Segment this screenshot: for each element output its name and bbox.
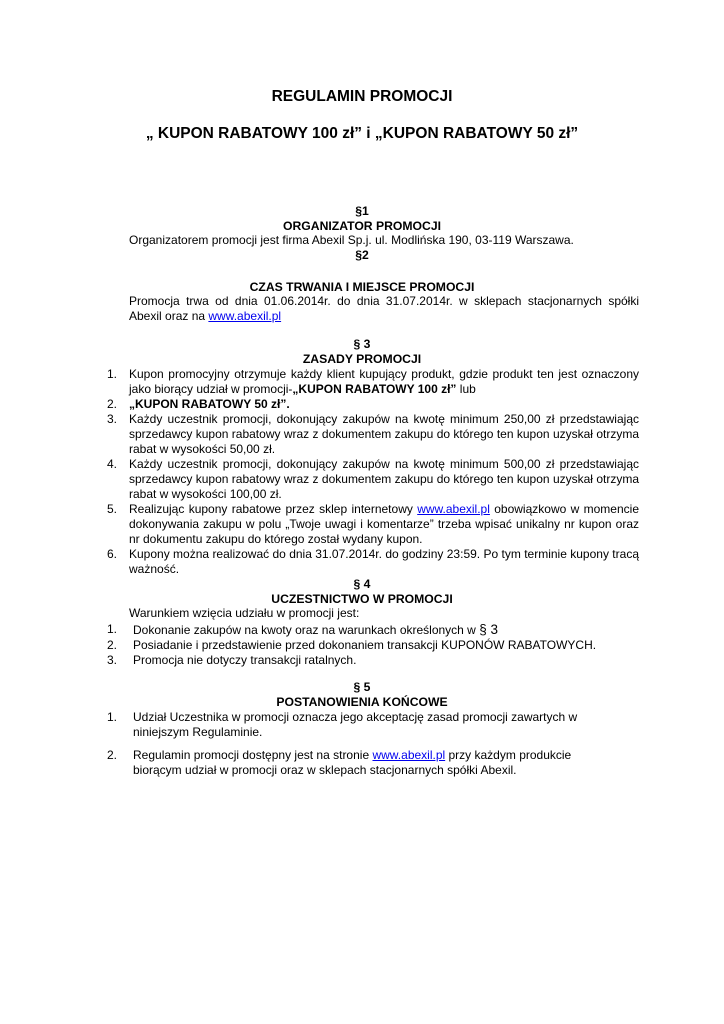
item-bold-text: „KUPON RABATOWY 100 zł” (292, 382, 457, 396)
section-5-mark: § 5 (353, 680, 371, 694)
list-item (107, 547, 639, 577)
item-number: 2. (107, 397, 118, 411)
section-4-mark: § 4 (353, 577, 371, 591)
list-item (107, 457, 639, 502)
item-text: Każdy uczestnik promocji, dokonujący zakupów na kwotę minimum 250,00 zł przedstawiając sprzedawcy kupon rabatowy wraz z dokumentem zakupu do którego ten kupon uzyskał otrzyma rabat w wysokości 50,00 zł. (129, 412, 639, 456)
item-number: 2. (107, 638, 118, 652)
section-2-text-body: Promocja trwa od dnia 01.06.2014r. do dnia 31.07.2014r. w sklepach stacjonarnych spółki Abexil oraz na (129, 294, 639, 323)
section-2-text (129, 294, 639, 324)
item-number: 6. (107, 547, 118, 561)
section-reference: § 3 (479, 622, 498, 637)
item-number: 1. (107, 710, 118, 724)
item-text: obowiązkowo w momencie dokonywania zakupu w polu „Twoje uwagi i komentarze” trzeba wpisać unikalny nr kupon oraz nr dokumentu zakupu do którego został wydany kupon. (129, 502, 639, 546)
item-text: Regulamin promocji dostępny jest na stronie (133, 748, 373, 762)
document-subtitle: „ KUPON RABATOWY 100 zł” i „KUPON RABATOWY 50 zł” (145, 125, 579, 142)
item-text: Każdy uczestnik promocji, dokonujący zakupów na kwotę minimum 500,00 zł przedstawiając sprzedawcy kupon rabatowy wraz z dokumentem zakupu do którego ten kupon uzyskał otrzyma rabat w wysokości 100,00 zł. (129, 457, 639, 501)
item-text: Realizując kupony rabatowe przez sklep internetowy (129, 502, 418, 516)
section-3-heading: ZASADY PROMOCJI (302, 352, 422, 366)
section-4-list (107, 622, 639, 668)
list-item (107, 710, 607, 740)
section-2-heading: CZAS TRWANIA I MIEJSCE PROMOCJI (249, 280, 475, 294)
section-4-heading: UCZESTNICTWO W PROMOCJI (271, 592, 453, 606)
list-item (107, 748, 607, 778)
list-item (107, 653, 639, 668)
section-1-mark: §1 (355, 204, 369, 218)
item-number: 3. (107, 412, 118, 426)
item-number: 3. (107, 653, 118, 667)
abexil-link-1[interactable]: www.abexil.pl (208, 309, 282, 323)
list-item (107, 638, 639, 653)
section-5-list (107, 710, 607, 778)
section-5-heading: POSTANOWIENIA KOŃCOWE (276, 695, 448, 709)
list-item (107, 367, 639, 397)
item-text: Kupon promocyjny otrzymuje każdy klient kupujący produkt, gdzie produkt ten jest oznaczony jako biorący udział w promocji- (129, 367, 639, 396)
item-text: Dokonanie zakupów na kwoty oraz na warunkach określonych w (133, 623, 480, 637)
abexil-link-2[interactable]: www.abexil.pl (417, 502, 490, 516)
list-item (107, 397, 639, 412)
section-2-mark: §2 (355, 248, 369, 262)
item-number: 4. (107, 457, 118, 471)
list-item (107, 622, 639, 638)
item-text: Posiadanie i przedstawienie przed dokonaniem transakcji KUPONÓW RABATOWYCH. (133, 638, 597, 652)
document-title: REGULAMIN PROMOCJI (271, 88, 453, 105)
section-3-list (107, 367, 639, 577)
item-text: przy każdym produkcie biorącym udział w promocji oraz w sklepach stacjonarnych spółki Abexil. (133, 748, 572, 777)
item-number: 5. (107, 502, 118, 516)
item-text: lub (456, 382, 476, 396)
list-item (107, 412, 639, 457)
item-number: 1. (107, 367, 118, 381)
abexil-link-3[interactable]: www.abexil.pl (372, 748, 446, 762)
section-4-intro: Warunkiem wzięcia udziału w promocji jest: (129, 606, 360, 620)
item-text: Promocja nie dotyczy transakcji ratalnych. (133, 653, 357, 667)
item-text: Kupony można realizować do dnia 31.07.2014r. do godziny 23:59. Po tym terminie kupony tracą ważność. (129, 547, 639, 576)
item-number: 2. (107, 748, 118, 762)
item-number: 1. (107, 622, 118, 636)
section-1-text: Organizatorem promocji jest firma Abexil Sp.j. ul. Modlińska 190, 03-119 Warszawa. (129, 233, 574, 247)
item-text: Udział Uczestnika w promocji oznacza jego akceptację zasad promocji zawartych w niniejszym Regulaminie. (133, 710, 578, 739)
section-3-mark: § 3 (353, 337, 371, 351)
section-1-heading: ORGANIZATOR PROMOCJI (283, 219, 441, 233)
item-bold-text: „KUPON RABATOWY 50 zł”. (129, 397, 290, 411)
list-item (107, 502, 639, 547)
